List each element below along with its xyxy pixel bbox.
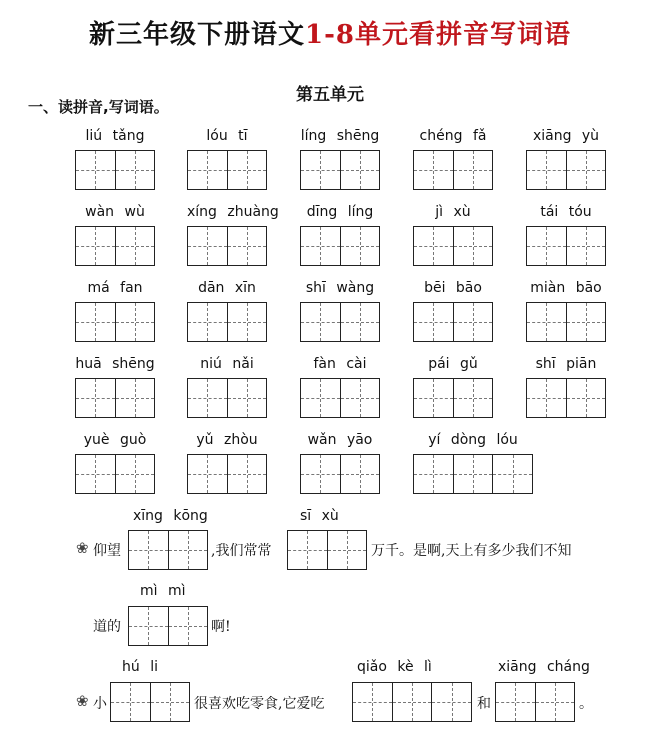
answer-box[interactable] [128, 530, 208, 570]
writing-cell[interactable] [188, 303, 228, 341]
answer-box[interactable] [300, 378, 380, 418]
answer-box[interactable] [413, 454, 533, 494]
worksheet-title [0, 14, 660, 51]
writing-cell[interactable] [116, 303, 155, 341]
answer-box[interactable] [495, 682, 575, 722]
writing-cell[interactable] [527, 379, 567, 417]
para2-end: 。 [579, 696, 593, 712]
title-red-part: 1-8单元看拼音写词语 [305, 20, 571, 50]
blank-pinyin-xiangchang: xiāng cháng [498, 659, 590, 675]
answer-box[interactable] [75, 302, 155, 342]
answer-box[interactable] [187, 454, 267, 494]
writing-cell[interactable] [454, 455, 494, 493]
writing-cell[interactable] [188, 227, 228, 265]
para1-mid: ,我们常常 [211, 543, 272, 559]
pinyin-label: wǎn yāo [307, 432, 373, 448]
title-black-part: 新三年级下册语文 [89, 20, 306, 50]
answer-box[interactable] [287, 530, 367, 570]
answer-box[interactable] [526, 150, 606, 190]
writing-cell[interactable] [341, 303, 380, 341]
writing-cell[interactable] [301, 379, 341, 417]
blank-pinyin-huli: hú li [122, 659, 158, 675]
writing-cell[interactable] [414, 455, 454, 493]
flower-bullet-icon: ❀ [76, 692, 89, 710]
writing-cell[interactable] [414, 151, 454, 189]
writing-cell[interactable] [527, 151, 567, 189]
writing-cell[interactable] [188, 455, 228, 493]
answer-box[interactable] [526, 378, 606, 418]
pinyin-label: líng shēng [300, 128, 380, 144]
writing-cell[interactable] [228, 379, 267, 417]
pinyin-label: jì xù [435, 204, 471, 220]
pinyin-label: dīng líng [306, 204, 374, 220]
writing-cell[interactable] [567, 379, 606, 417]
writing-cell[interactable] [454, 227, 493, 265]
blank-pinyin-qiaokeli: qiǎo kè lì [357, 659, 432, 675]
para2-prefix: 小 [93, 696, 107, 712]
writing-cell[interactable] [414, 227, 454, 265]
writing-cell[interactable] [414, 379, 454, 417]
writing-cell[interactable] [116, 151, 155, 189]
answer-box[interactable] [300, 150, 380, 190]
pinyin-label: yǔ zhòu [196, 432, 258, 448]
writing-cell[interactable] [567, 151, 606, 189]
pinyin-label: wàn wù [85, 204, 145, 220]
unit-title: 第五单元 [296, 85, 364, 105]
writing-cell[interactable] [527, 303, 567, 341]
writing-cell[interactable] [567, 227, 606, 265]
writing-cell[interactable] [301, 151, 341, 189]
writing-cell[interactable] [228, 227, 267, 265]
writing-cell[interactable] [228, 151, 267, 189]
writing-cell[interactable] [76, 227, 116, 265]
answer-box[interactable] [413, 226, 493, 266]
answer-box[interactable] [352, 682, 472, 722]
pinyin-label: tái tóu [540, 204, 592, 220]
pinyin-label: shī piān [535, 356, 597, 372]
blank-pinyin-sixu: sī xù [300, 508, 339, 524]
pinyin-label: xiāng yù [532, 128, 600, 144]
pinyin-label: lóu tī [206, 128, 248, 144]
writing-cell[interactable] [527, 227, 567, 265]
writing-cell[interactable] [76, 151, 116, 189]
pinyin-label: chéng fǎ [419, 128, 487, 144]
answer-box[interactable] [75, 226, 155, 266]
writing-cell[interactable] [493, 455, 532, 493]
para2-and: 和 [477, 696, 491, 712]
answer-box[interactable] [75, 150, 155, 190]
pinyin-label: yí dòng lóu [428, 432, 518, 448]
writing-cell[interactable] [188, 379, 228, 417]
writing-cell[interactable] [454, 151, 493, 189]
writing-cell[interactable] [301, 227, 341, 265]
writing-cell[interactable] [414, 303, 454, 341]
answer-box[interactable] [526, 226, 606, 266]
writing-cell[interactable] [228, 455, 267, 493]
answer-box[interactable] [300, 454, 380, 494]
pinyin-label: dān xīn [198, 280, 256, 296]
answer-box[interactable] [300, 226, 380, 266]
writing-cell[interactable] [188, 151, 228, 189]
para1-line2-suffix: 啊! [211, 619, 231, 635]
answer-box[interactable] [413, 150, 493, 190]
answer-box[interactable] [187, 226, 267, 266]
answer-box[interactable] [75, 454, 155, 494]
answer-box[interactable] [187, 302, 267, 342]
writing-cell[interactable] [341, 455, 380, 493]
writing-cell[interactable] [76, 303, 116, 341]
writing-cell[interactable] [116, 379, 155, 417]
answer-box[interactable] [187, 150, 267, 190]
pinyin-label: má fan [87, 280, 143, 296]
answer-box[interactable] [526, 302, 606, 342]
writing-cell[interactable] [567, 303, 606, 341]
para2-mid: 很喜欢吃零食,它爱吃 [194, 696, 325, 712]
answer-box[interactable] [128, 606, 208, 646]
writing-cell[interactable] [228, 303, 267, 341]
answer-box[interactable] [187, 378, 267, 418]
pinyin-label: fàn cài [313, 356, 367, 372]
pinyin-label: miàn bāo [530, 280, 602, 296]
writing-cell[interactable] [301, 303, 341, 341]
pinyin-label: niú nǎi [200, 356, 254, 372]
pinyin-label: huā shēng [75, 356, 155, 372]
para1-suffix: 万千。是啊,天上有多少我们不知 [371, 543, 572, 559]
section-heading: 一、读拼音,写词语。 [28, 98, 169, 116]
answer-box[interactable] [413, 378, 493, 418]
pinyin-label: yuè guò [83, 432, 147, 448]
blank-pinyin-mimi: mì mì [140, 583, 186, 599]
writing-cell[interactable] [341, 151, 380, 189]
writing-cell[interactable] [76, 379, 116, 417]
pinyin-label: bēi bāo [424, 280, 482, 296]
answer-box[interactable] [75, 378, 155, 418]
writing-cell[interactable] [454, 379, 493, 417]
flower-bullet-icon: ❀ [76, 539, 89, 557]
blank-pinyin-xingkong: xīng kōng [133, 508, 208, 524]
answer-box[interactable] [110, 682, 190, 722]
pinyin-label: shī wàng [305, 280, 375, 296]
pinyin-label: liú tǎng [85, 128, 145, 144]
writing-cell[interactable] [341, 379, 380, 417]
pinyin-label: xíng zhuàng [187, 204, 279, 220]
writing-cell[interactable] [116, 455, 155, 493]
pinyin-label: pái gǔ [428, 356, 478, 372]
para1-prefix: 仰望 [93, 543, 121, 559]
answer-box[interactable] [413, 302, 493, 342]
writing-cell[interactable] [341, 227, 380, 265]
answer-box[interactable] [300, 302, 380, 342]
writing-cell[interactable] [76, 455, 116, 493]
writing-cell[interactable] [301, 455, 341, 493]
para1-line2-prefix: 道的 [93, 619, 121, 635]
writing-cell[interactable] [454, 303, 493, 341]
writing-cell[interactable] [116, 227, 155, 265]
